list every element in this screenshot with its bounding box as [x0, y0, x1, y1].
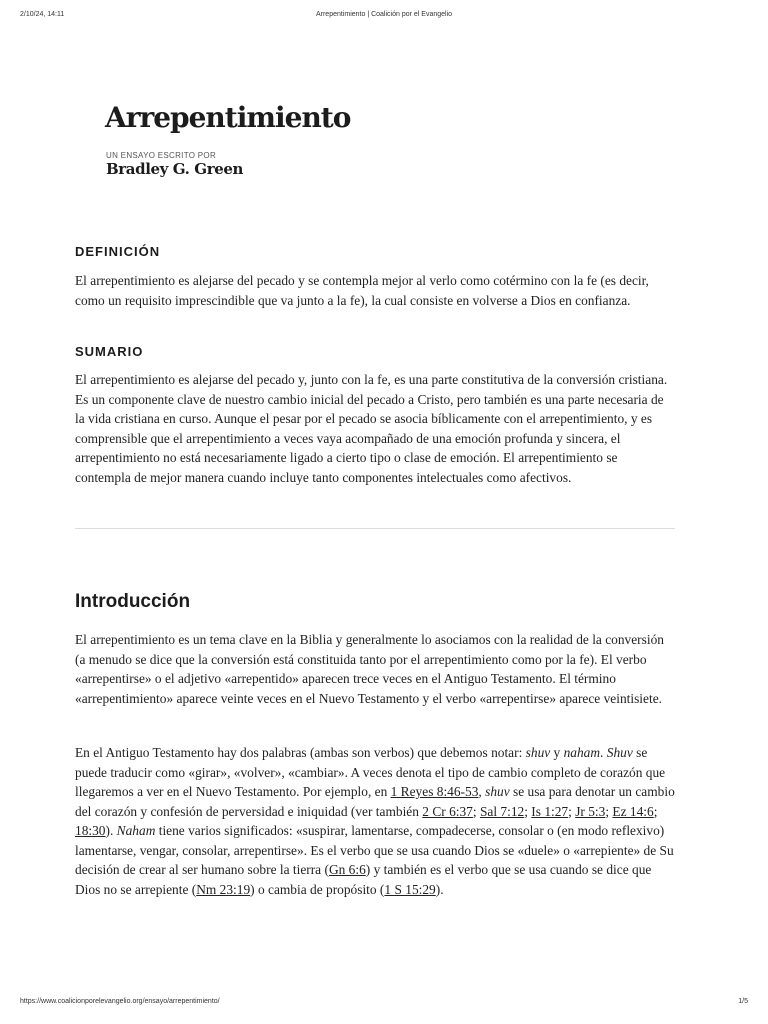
definicion-heading: DEFINICIÓN [75, 244, 161, 259]
text-span: y [550, 745, 564, 760]
print-header [20, 11, 748, 23]
text-span: , [478, 784, 486, 799]
text-span: se puede traducir como «girar», «volver», «cambiar». A veces denota el tipo de cambio completo de corazón que llegaremos a ver en el Nuevo Testamento. Por ejemplo, en [75, 745, 666, 799]
scripture-link-jr[interactable]: Jr 5:3 [575, 803, 606, 819]
separator: ; [568, 803, 576, 819]
byline-label: UN ENSAYO ESCRITO POR [106, 151, 217, 160]
scripture-link-nm[interactable]: Nm 23:19 [196, 881, 251, 897]
scripture-link-1-reyes[interactable]: 1 Reyes 8:46-53 [390, 784, 479, 799]
text-span: tiene varios significados: «suspirar, lamentarse, compadecerse, consolar o (en modo reflexivo) lamentarse, vengar, consolar, arrepentirse». Es el verbo que se usa cuando Dios se «duele» o «arrepiente» de Su decisión de crear al ser humano sobre la tierra ( [75, 823, 674, 877]
scripture-link-ez-14[interactable]: Ez 14:6 [612, 803, 654, 819]
separator: ; [605, 803, 613, 819]
text-span: . [600, 745, 607, 760]
scripture-link-ez-18[interactable]: 18:30 [75, 823, 106, 838]
scripture-link-sal[interactable]: Sal 7:12 [479, 803, 525, 819]
text-span: se usa para denotar un cambio del corazón y confesión de perversidad e iniquidad (ver también [75, 784, 675, 819]
hebrew-word-shuv: Shuv [606, 745, 633, 760]
author-name: Bradley G. Green [106, 160, 243, 178]
print-date: 2/10/24, 14:11 [20, 11, 65, 18]
print-document-title: Arrepentimiento | Coalición por el Evangelio [315, 11, 453, 18]
scripture-link-1-s[interactable]: 1 S 15:29 [384, 881, 436, 897]
introduccion-heading: Introducción [75, 591, 191, 612]
page-number: 1/5 [738, 998, 748, 1005]
scripture-link-2-cr[interactable]: 2 Cr 6:37 [422, 803, 473, 819]
text-span: En el Antiguo Testamento hay dos palabras (ambas son verbos) que debemos notar: [75, 745, 526, 760]
text-span: ) o cambia de propósito ( [250, 881, 385, 897]
article-title: Arrepentimiento [105, 101, 351, 134]
sumario-heading: SUMARIO [75, 344, 144, 359]
separator: ; [524, 803, 532, 819]
text-span: ). [435, 881, 444, 897]
hebrew-word-shuv: shuv [525, 745, 551, 760]
hebrew-word-naham: naham [563, 745, 601, 760]
scripture-link-gn[interactable]: Gn 6:6 [328, 862, 366, 877]
text-span: ) y también es el verbo que se usa cuando se dice que Dios no se arrepiente ( [75, 862, 652, 897]
introduccion-paragraph-1: El arrepentimiento es un tema clave en la Biblia y generalmente lo asociamos con la realidad de la conversión (a menudo se dice que la conversión está constituida tanto por el arrepentimiento como por la fe). El verbo «arrepentirse» o el adjetivo «arrepentido» aparecen trece veces en el Antiguo Testamento. El término «arrepentimiento» aparece veinte veces en el Nuevo Testamento y el verbo «arrepentirse» aparece veintisiete. [75, 632, 664, 706]
scripture-link-is[interactable]: Is 1:27 [531, 803, 569, 819]
definicion-text: El arrepentimiento es alejarse del pecado y se contempla mejor al verlo como cotérmino con la fe (es decir, como un requisito imprescindible que va junto a la fe), la cual consiste en volverse a Dios en confianza. [75, 273, 649, 308]
print-footer [20, 998, 748, 1010]
sumario-text: El arrepentimiento es alejarse del pecado y, junto con la fe, es una parte constitutiva de la conversión cristiana. Es un componente clave de nuestro cambio inicial del pecado a Cristo, pero también es una parte necesaria de la vida cristiana en curso. Aunque el pesar por el pecado se asocia bíblicamente con el arrepentimiento, y es comprensible que el arrepentimiento a veces vaya acompañado de una emoción profunda y sincera, el arrepentimiento no está necesariamente ligado a cierto tipo o clase de emoción. El arrepentimiento se contempla de mejor manera cuando incluye tanto componentes intelectuales como afectivos. [75, 372, 668, 485]
separator: ; [472, 803, 480, 819]
section-divider [75, 528, 675, 529]
separator: ; [653, 803, 658, 819]
text-span: ). [105, 823, 117, 838]
hebrew-word-naham: Naham [116, 823, 156, 838]
page-url: https://www.coalicionporelevangelio.org/ensayo/arrepentimiento/ [20, 998, 220, 1005]
introduccion-paragraph-2 [75, 743, 675, 899]
hebrew-word-shuv: shuv [485, 784, 510, 799]
